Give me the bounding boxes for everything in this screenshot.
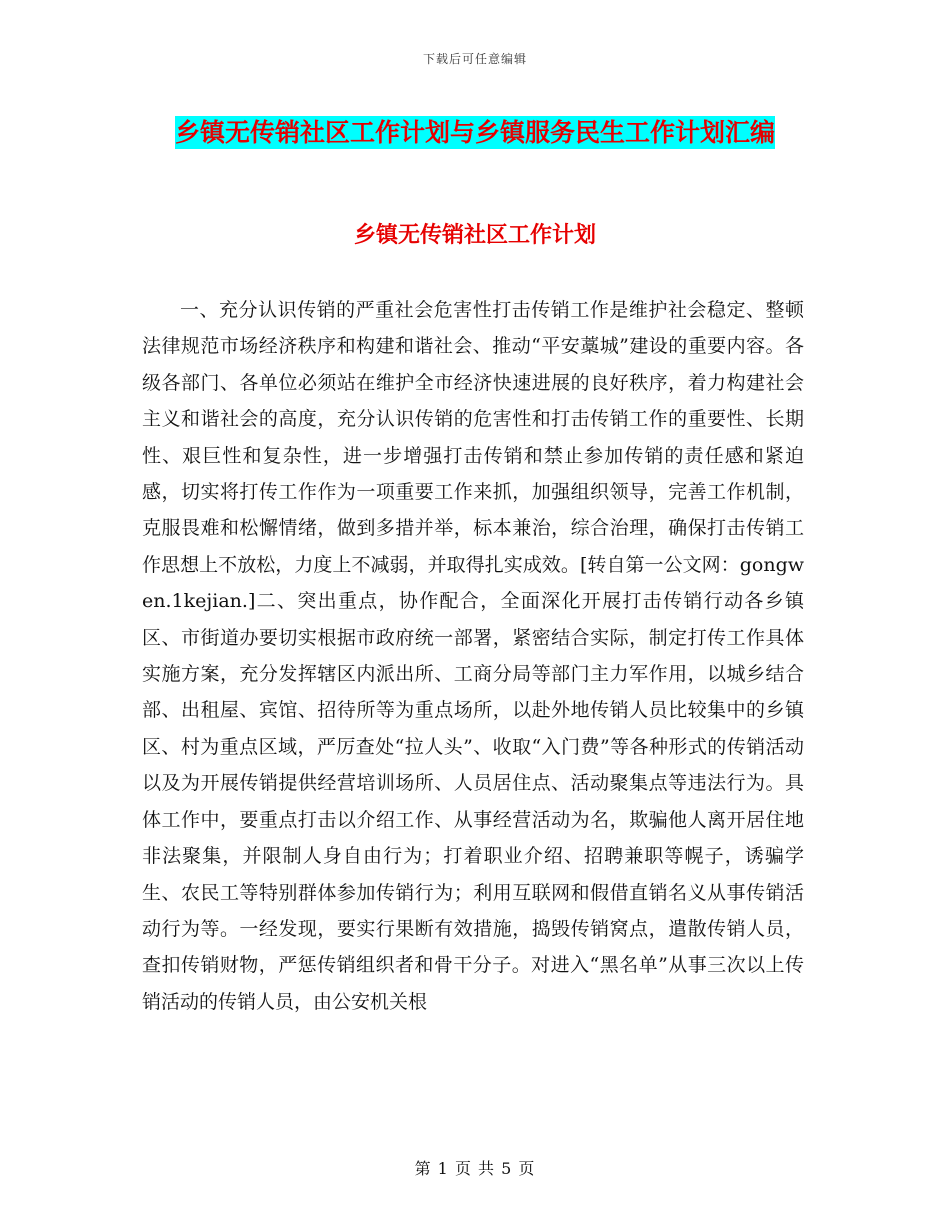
page-number-footer: 第 1 页 共 5 页	[414, 1159, 536, 1178]
document-title	[140, 110, 810, 156]
section-title: 乡镇无传销社区工作计划	[353, 222, 596, 248]
page-header-note: 下载后可任意编辑	[422, 52, 527, 66]
body-paragraph: 一、充分认识传销的严重社会危害性打击传销工作是维护社会稳定、整顿法律规范市场经济秩序和构建和谐社会、推动“平安藁城”建设的重要内容。各级各部门、各单位必须站在维护全市经济快速进展的良好秩序，着力构建社会主义和谐社会的高度，充分认识传销的危害性和打击传销工作的重要性、长期性、艰巨性和复杂性，进一步增强打击传销和禁止参加传销的责任感和紧迫感，切实将打传工作作为一项重要工作来抓，加强组织领导，完善工作机制，克服畏难和松懈情绪，做到多措并举，标本兼治，综合治理，确保打击传销工作思想上不放松，力度上不减弱，并取得扎实成效。[转自第一公文网：gongwen.1kejian.]二、突出重点，协作配合，全面深化开展打击传销行动各乡镇区、市街道办要切实根据市政府统一部署，紧密结合实际，制定打传工作具体实施方案，充分发挥辖区内派出所、工商分局等部门主力军作用，以城乡结合部、出租屋、宾馆、招待所等为重点场所，以赴外地传销人员比较集中的乡镇区、村为重点区域，严厉查处“拉人头”、收取“入门费”等各种形式的传销活动以及为开展传销提供经营培训场所、人员居住点、活动聚集点等违法行为。具体工作中，要重点打击以介绍工作、从事经营活动为名，欺骗他人离开居住地非法聚集，并限制人身自由行为；打着职业介绍、招聘兼职等幌子，诱骗学生、农民工等特别群体参加传销行为；利用互联网和假借直销名义从事传销活动行为等。一经发现，要实行果断有效措施，捣毁传销窝点，遣散传销人员，查扣传销财物，严惩传销组织者和骨干分子。对进入“黑名单”从事三次以上传销活动的传销人员，由公安机关根	[142, 299, 804, 1013]
document-title-text: 乡镇无传销社区工作计划与乡镇服务民生工作计划汇编	[174, 118, 775, 147]
